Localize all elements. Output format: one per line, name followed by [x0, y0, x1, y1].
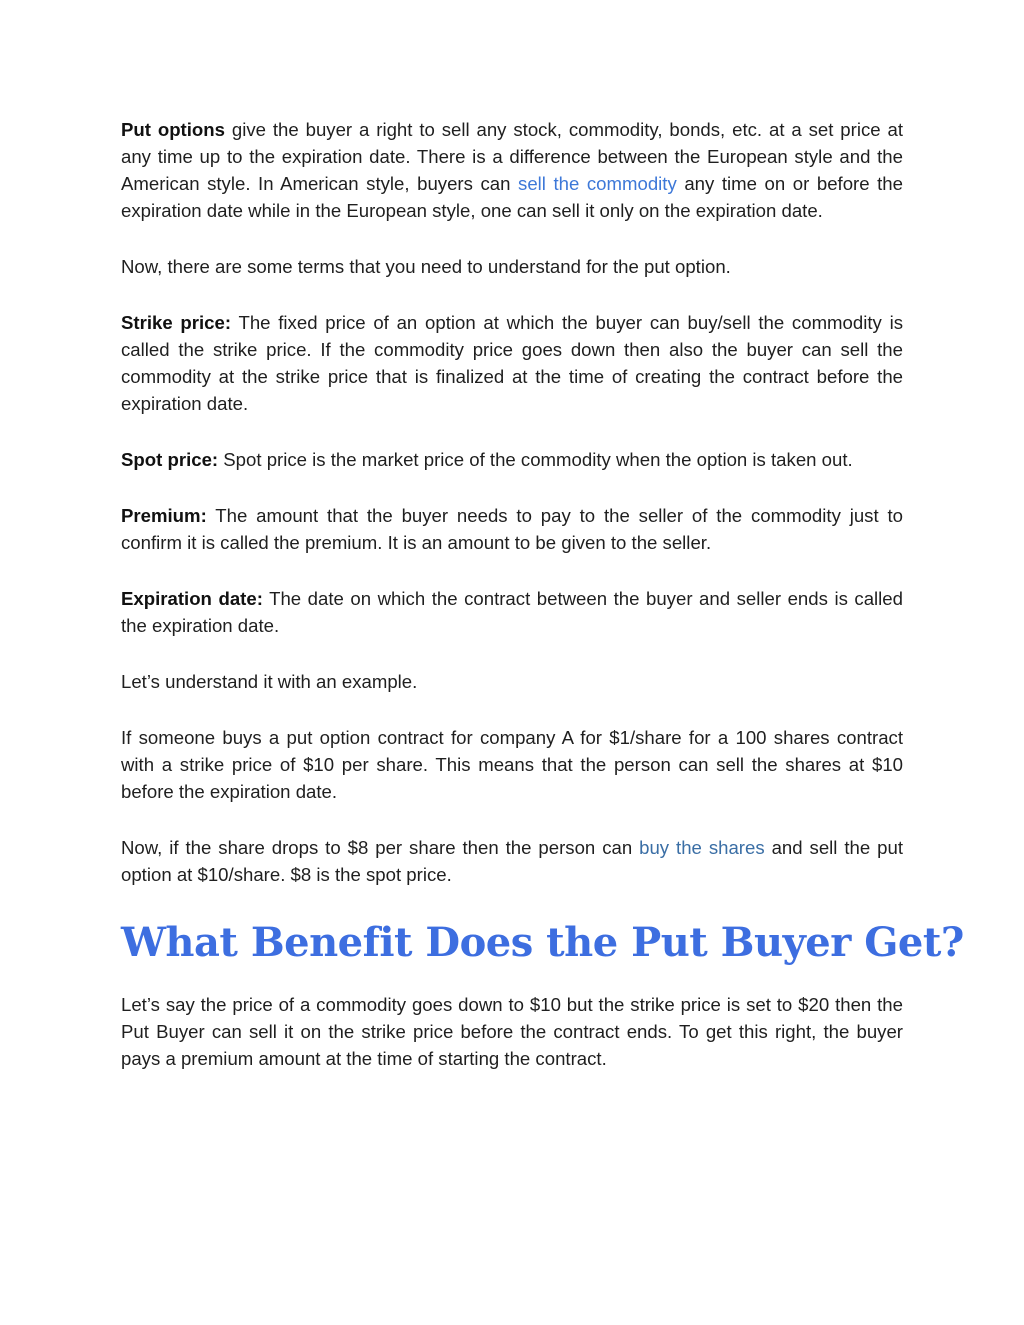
paragraph-text: Now, if the share drops to $8 per share then the person can [121, 837, 640, 858]
paragraph-spot-price [121, 446, 903, 473]
paragraph-example [121, 724, 903, 805]
paragraph-text: The date on which the contract between the buyer and seller ends is called the expiration date. [121, 588, 903, 636]
paragraph-text: and sell the put option at $10/share. $8 is the spot price. [121, 837, 904, 885]
paragraph-strike-price [121, 309, 903, 417]
paragraph-premium [121, 502, 903, 556]
paragraph-text: The fixed price of an option at which the buyer can buy/sell the commodity is called the strike price. If the commodity price goes down then also the buyer can sell the commodity at the strike price that is finalized at the time of creating the contract before the expiration date. [121, 312, 903, 414]
link-buy-the-shares[interactable]: buy the shares [639, 837, 765, 858]
section-heading: What Benefit Does the Put Buyer Get? [121, 919, 964, 966]
paragraph-text: Let’s say the price of a commodity goes down to $10 but the strike price is set to $20 then the Put Buyer can sell it on the strike price before the contract ends. To get this right, the buyer pays a premium amount at the time of starting the contract. [121, 994, 903, 1069]
term-spot-price: Spot price: [121, 449, 219, 470]
term-strike-price: Strike price: [121, 312, 232, 333]
paragraph-text: Spot price is the market price of the commodity when the option is taken out. [218, 449, 853, 470]
paragraph-text: If someone buys a put option contract for company A for $1/share for a 100 shares contract with a strike price of $10 per share. This means that the person can sell the shares at $10 before the expiration date. [121, 727, 903, 802]
paragraph-spot-example [121, 834, 903, 888]
paragraph-text: The amount that the buyer needs to pay to the seller of the commodity just to confirm it is called the premium. It is an amount to be given to the seller. [121, 505, 903, 553]
paragraph-put-options [121, 116, 903, 224]
term-put-options: Put options [121, 119, 225, 140]
term-expiration-date: Expiration date: [121, 588, 263, 609]
paragraph-text: Now, there are some terms that you need to understand for the put option. [121, 256, 731, 277]
paragraph-example-intro [121, 668, 903, 695]
paragraph-text: give the buyer a right to sell any stock, commodity, bonds, etc. at a set price at any time up to the expiration date. There is a difference between the European style and the American style. In American style, buyers can [121, 119, 904, 194]
paragraph-text: any time on or before the expiration date while in the European style, one can sell it only on the expiration date. [121, 173, 903, 221]
paragraph-expiration-date [121, 585, 903, 639]
paragraph-terms-intro [121, 253, 903, 280]
document-page [121, 116, 964, 1101]
term-premium: Premium: [121, 505, 207, 526]
paragraph-text: Let’s understand it with an example. [121, 671, 418, 692]
paragraph-benefit [121, 991, 903, 1072]
link-sell-the-commodity[interactable]: sell the commodity [518, 173, 677, 194]
